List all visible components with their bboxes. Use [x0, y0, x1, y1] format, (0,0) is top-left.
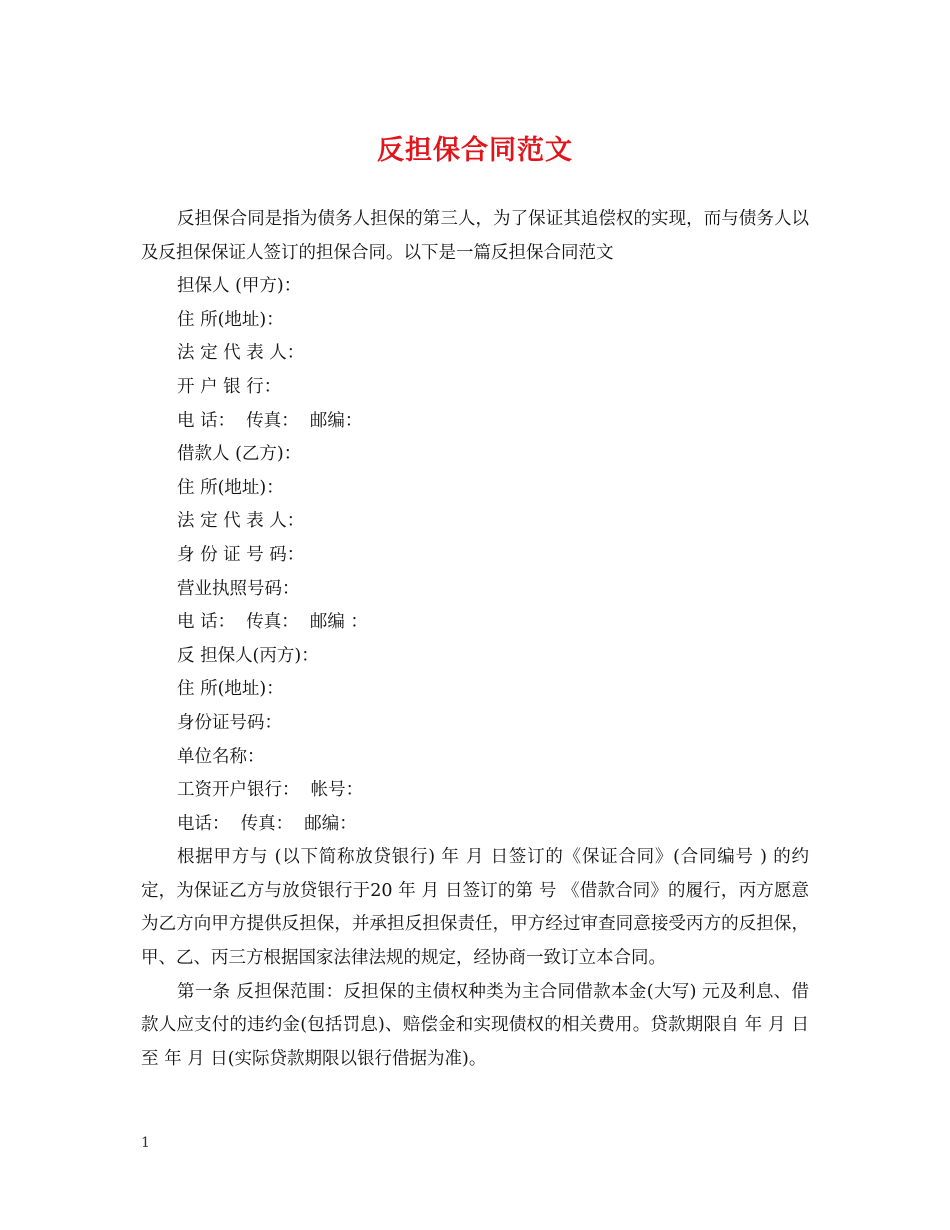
paragraph-article-1: 第一条 反担保范围：反担保的主债权种类为主合同借款本金(大写) 元及利息、借款人应支付的违约金(包括罚息)、赔偿金和实现债权的相关费用。贷款期限自 年 月 日至 年 月 日(实际贷款期限以银行借据为准)。: [141, 981, 809, 1069]
field-borrower-contact: 电 话： 传真： 邮编 ：: [177, 612, 368, 633]
field-guarantor-contact: 电 话： 传真： 邮编：: [177, 410, 363, 431]
field-guarantor-legal-rep: 法 定 代 表 人：: [177, 343, 305, 364]
field-borrower-legal-rep: 法 定 代 表 人：: [177, 511, 305, 532]
field-counter-guarantor-id: 身份证号码：: [177, 712, 282, 733]
field-borrower-address: 住 所(地址)：: [177, 477, 284, 498]
field-counter-guarantor-address: 住 所(地址)：: [177, 679, 284, 700]
field-counter-guarantor-contact: 电话： 传真： 邮编：: [177, 813, 357, 834]
field-counter-guarantor: 反 担保人(丙方)：: [177, 645, 319, 666]
document-body: [141, 203, 809, 1076]
field-guarantor: 担保人 (甲方)：: [177, 276, 302, 297]
document-title: 反担保合同范文: [377, 135, 573, 166]
field-borrower-license: 营业执照号码：: [177, 578, 300, 599]
field-guarantor-bank: 开 户 银 行：: [177, 376, 282, 397]
field-counter-guarantor-employer: 单位名称：: [177, 746, 265, 767]
paragraph-agreement: 根据甲方与 (以下简称放贷银行) 年 月 日签订的《保证合同》(合同编号 ) 的约定，为保证乙方与放贷银行于20 年 月 日签订的第 号 《借款合同》的履行，丙方愿意为乙方向甲方提供反担保，并承担反担保责任，甲方经过审查同意接受丙方的反担保，甲、乙、丙三方根据国家法律法规的规定，经协商一致订立本合同。: [141, 847, 809, 969]
page-number: 1: [141, 1135, 150, 1151]
field-borrower: 借款人 (乙方)：: [177, 444, 302, 465]
field-guarantor-address: 住 所(地址)：: [177, 309, 284, 330]
intro-paragraph: 反担保合同是指为债务人担保的第三人，为了保证其追偿权的实现，而与债务人以及反担保保证人签订的担保合同。以下是一篇反担保合同范文: [141, 209, 809, 263]
field-counter-guarantor-bank: 工资开户银行： 帐号：: [177, 780, 364, 801]
field-borrower-id: 身 份 证 号 码：: [177, 544, 305, 565]
